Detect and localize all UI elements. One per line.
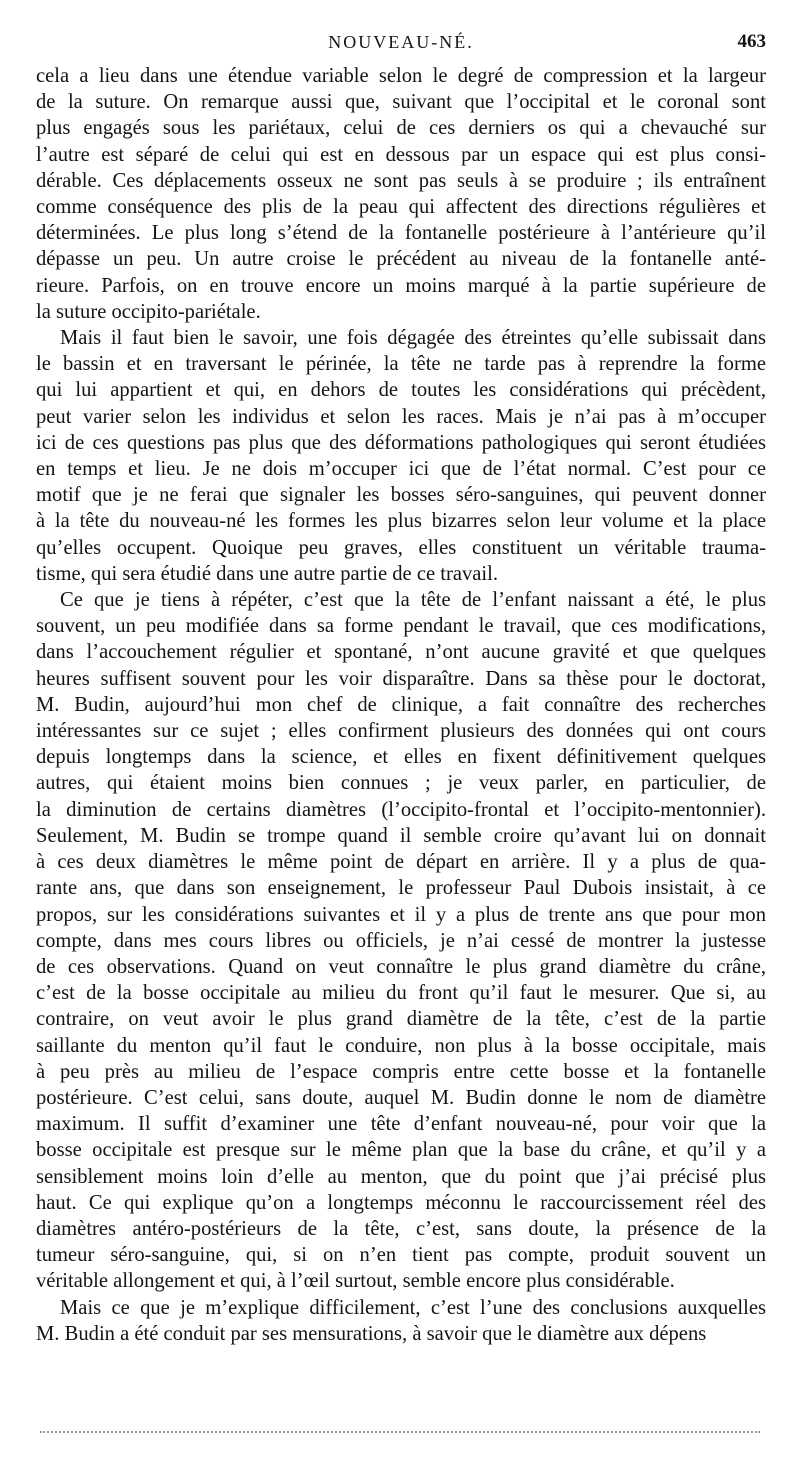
text-line: Ce que je tiens à répéter, c’est que la tête de l’enfant naissant a été, le plus <box>60 589 766 612</box>
text-line: plus engagés sous les pariétaux, celui de ces derniers os qui a chevauché sur <box>36 117 766 140</box>
text-line: tisme, qui sera étudié dans une autre partie de ce travail. <box>36 562 499 585</box>
text-line: à ces deux diamètres le même point de départ en arrière. Il y a plus de qua- <box>36 851 766 874</box>
text-line: l’autre est séparé de celui qui est en dessous par un espace qui est plus consi- <box>36 143 766 166</box>
text-line: motif que je ne ferai que signaler les bosses séro-sanguines, qui peuvent donner <box>36 484 766 507</box>
text-line: M. Budin, aujourd’hui mon chef de clinique, a fait connaître des recherches <box>36 693 766 716</box>
text-line: souvent, un peu modifiée dans sa forme pendant le travail, que ces modifications, <box>36 615 766 638</box>
text-line: la diminution de certains diamètres (l’occipito-frontal et l’occipito-mentonnier). <box>36 798 766 821</box>
text-line: à peu près au milieu de l’espace compris entre cette bosse et la fontanelle <box>36 1060 766 1083</box>
text-line: diamètres antéro-postérieurs de la tête, c’est, sans doute, la présence de la <box>36 1217 766 1240</box>
text-line: rante ans, que dans son enseignement, le professeur Paul Dubois insistait, à ce <box>36 877 766 900</box>
text-line: comme conséquence des plis de la peau qui affectent des directions régulières et <box>36 196 766 219</box>
text-line: postérieure. C’est celui, sans doute, auquel M. Budin donne le nom de diamètre <box>36 1086 766 1109</box>
page-number: 463 <box>737 31 766 52</box>
text-line: dépasse un peu. Un autre croise le précédent au niveau de la fontanelle anté- <box>36 248 766 271</box>
text-line: Seulement, M. Budin se trompe quand il semble croire qu’avant lui on donnait <box>36 824 766 847</box>
text-line: ici de ces questions pas plus que des déformations pathologiques qui seront étudiées <box>36 431 766 454</box>
text-line: la suture occipito-pariétale. <box>36 300 261 323</box>
paragraph <box>36 1295 766 1347</box>
text-line: c’est de la bosse occipitale au milieu du front qu’il faut le mesurer. Que si, au <box>36 982 766 1005</box>
text-line: en temps et lieu. Je ne dois m’occuper ici que de l’état normal. C’est pour ce <box>36 458 766 481</box>
text-line: peut varier selon les individus et selon les races. Mais je n’ai pas à m’occuper <box>36 405 766 428</box>
text-line: cela a lieu dans une étendue variable selon le degré de compression et la largeur <box>36 65 766 87</box>
text-line: déterminées. Le plus long s’étend de la fontanelle postérieure à l’antérieure qu’il <box>36 222 766 245</box>
text-line: intéressantes sur ce sujet ; elles confirment plusieurs des données qui ont cours <box>36 720 766 743</box>
text-line: le bassin et en traversant le périnée, la tête ne tarde pas à reprendre la forme <box>36 353 766 376</box>
text-line: Mais il faut bien le savoir, une fois dégagée des étreintes qu’elle subissait dans <box>60 327 766 350</box>
text-line: Mais ce que je m’explique difficilement, c’est l’une des conclusions auxquelles <box>60 1296 766 1319</box>
text-line: véritable allongement et qui, à l’œil surtout, semble encore plus considérable. <box>36 1270 675 1293</box>
text-line: à la tête du nouveau-né les formes les plus bizarres selon leur volume et la place <box>36 510 766 533</box>
text-line: propos, sur les considérations suivantes et il y a plus de trente ans que pour mon <box>36 903 766 926</box>
paragraph <box>36 587 766 1294</box>
text-line: de la suture. On remarque aussi que, suivant que l’occipital et le coronal sont <box>36 91 766 114</box>
text-line: heures suffisent souvent pour les voir disparaître. Dans sa thèse pour le doctorat, <box>36 667 766 690</box>
text-line: qui lui appartient et qui, en dehors de toutes les considérations qui précèdent, <box>36 379 766 402</box>
text-line: bosse occipitale est presque sur le même plan que la base du crâne, et qu’il y a <box>36 1139 766 1162</box>
text-line: contraire, on veut avoir le plus grand diamètre de la tête, c’est de la partie <box>36 1008 766 1031</box>
running-title: NOUVEAU-NÉ. <box>328 32 474 52</box>
text-line: M. Budin a été conduit par ses mensurations, à savoir que le diamètre aux dépens <box>36 1322 707 1345</box>
footer-rule <box>40 1431 760 1433</box>
text-line: de ces observations. Quand on veut connaître le plus grand diamètre du crâne, <box>36 955 766 978</box>
paragraph <box>36 325 766 587</box>
paragraph <box>36 63 766 325</box>
text-line: tumeur séro-sanguine, qui, si on n’en tient pas compte, produit souvent un <box>36 1244 766 1267</box>
text-line: autres, qui étaient moins bien connues ; je veux parler, en particulier, de <box>36 772 766 795</box>
text-line: dérable. Ces déplacements osseux ne sont pas seuls à se produire ; ils entraînent <box>36 169 766 192</box>
text-line: maximum. Il suffit d’examiner une tête d’enfant nouveau-né, pour voir que la <box>36 1113 766 1136</box>
text-line: compte, dans mes cours libres ou officiels, je n’ai cessé de montrer la justesse <box>36 929 766 952</box>
text-line: qu’elles occupent. Quoique peu graves, elles constituent un véritable trauma- <box>36 536 766 559</box>
text-line: depuis longtemps dans la science, et elles en fixent définitivement quelques <box>36 746 766 769</box>
running-head <box>36 30 766 54</box>
text-line: haut. Ce qui explique qu’on a longtemps méconnu le raccourcissement réel des <box>36 1191 766 1214</box>
body-text <box>36 63 766 1347</box>
text-line: sensiblement moins loin d’elle au menton, que du point que j’ai précisé plus <box>36 1165 766 1188</box>
text-line: dans l’accouchement régulier et spontané, n’ont aucune gravité et que quelques <box>36 641 766 664</box>
text-line: saillante du menton qu’il faut le conduire, non plus à la bosse occipitale, mais <box>36 1034 766 1057</box>
text-line: rieure. Parfois, on en trouve encore un moins marqué à la partie supérieure de <box>36 274 766 297</box>
